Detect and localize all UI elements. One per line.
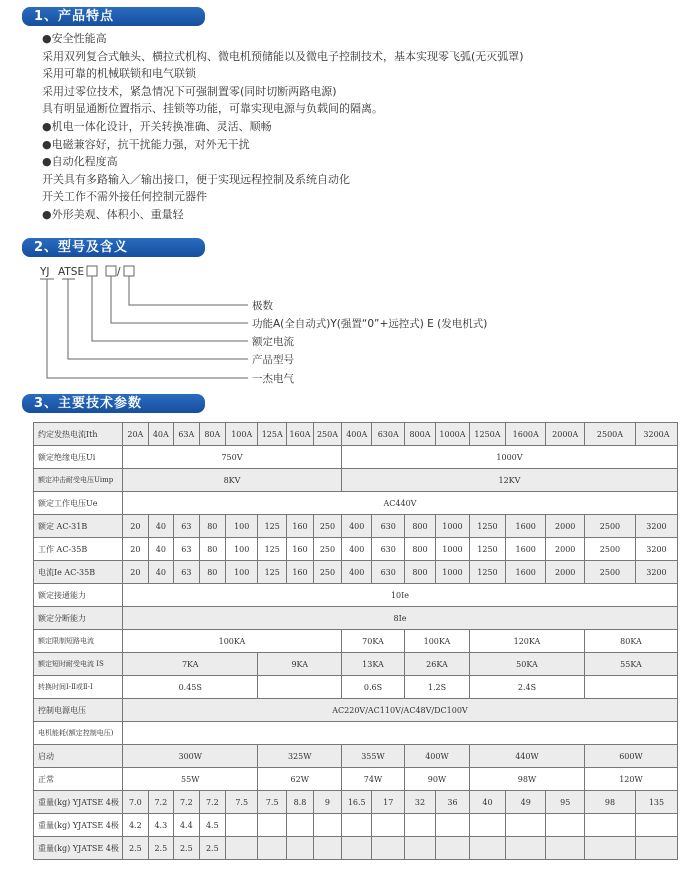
meaning-current: 额定电流 (252, 336, 294, 348)
table-row (34, 561, 678, 584)
table-cell: 1250 (469, 515, 505, 538)
table-cell: 7.2 (148, 791, 173, 814)
table-cell (258, 814, 287, 837)
table-cell: 40 (148, 538, 173, 561)
table-cell: 7.5 (225, 791, 258, 814)
row-label: 额定绝缘电压Ui (34, 446, 123, 469)
feature-line: 采用双列复合式触头、横拉式机构、微电机预储能以及微电子控制技术，基本实现零飞弧(无灭弧罩) (42, 49, 524, 63)
table-cell (225, 814, 258, 837)
table-cell: 2.5 (173, 837, 199, 860)
table-row (34, 607, 678, 630)
table-cell: 400 (341, 561, 372, 584)
code-box-current (87, 266, 97, 276)
table-cell: 7.2 (173, 791, 199, 814)
table-cell: 2000 (546, 515, 585, 538)
table-cell: 55KA (584, 653, 677, 676)
code-box-poles (124, 266, 134, 276)
table-cell: 63 (173, 515, 199, 538)
table-cell: 325W (258, 745, 342, 768)
table-cell: 80 (199, 561, 225, 584)
table-cell: 120KA (469, 630, 584, 653)
table-cell: 160 (286, 538, 313, 561)
table-cell: 400 (341, 515, 372, 538)
table-cell (225, 837, 258, 860)
table-cell: 160 (286, 561, 313, 584)
table-cell: 49 (505, 791, 546, 814)
table-cell: 7.5 (258, 791, 287, 814)
table-cell: 1000 (435, 561, 469, 584)
table-row (34, 653, 678, 676)
table-cell (313, 814, 341, 837)
table-cell: 250A (313, 423, 341, 446)
table-row (34, 492, 678, 515)
table-cell: 4.5 (199, 814, 225, 837)
table-cell: 40A (148, 423, 173, 446)
table-cell: 40 (148, 561, 173, 584)
table-row (34, 745, 678, 768)
feature-line: 具有明显通断位置指示、挂锁等功能，可靠实现电源与负载间的隔离。 (42, 102, 383, 116)
table-cell: 32 (404, 791, 435, 814)
table-cell: 13KA (341, 653, 404, 676)
table-cell: 630A (372, 423, 405, 446)
table-cell: 100KA (123, 630, 342, 653)
code-yj: YJ (40, 266, 50, 278)
section-title-specs: 3、主要技术参数 (22, 394, 205, 413)
table-cell: 20 (123, 515, 149, 538)
table-cell: 80A (199, 423, 225, 446)
features-list (42, 30, 524, 224)
table-row (34, 722, 678, 745)
table-cell: 1000 (435, 515, 469, 538)
meaning-brand: 一杰电气 (252, 373, 294, 385)
table-cell: 70KA (341, 630, 404, 653)
table-cell (635, 837, 677, 860)
table-cell: 250 (313, 515, 341, 538)
table-cell: 2.5 (148, 837, 173, 860)
table-cell (286, 814, 313, 837)
table-cell: 125 (258, 515, 287, 538)
section-title-features: 1、产品特点 (22, 7, 205, 26)
table-cell: 800 (404, 515, 435, 538)
table-cell: 125A (258, 423, 287, 446)
table-cell: 7.2 (199, 791, 225, 814)
table-cell (404, 837, 435, 860)
feature-line: ●安全性能高 (42, 32, 107, 45)
table-cell: 630 (372, 515, 405, 538)
code-slash: / (117, 266, 121, 278)
table-cell: 4.4 (173, 814, 199, 837)
table-cell: 2.4S (469, 676, 584, 699)
feature-line: ●电磁兼容好，抗干扰能力强，对外无干扰 (42, 137, 250, 151)
table-cell (546, 814, 585, 837)
table-cell: 1000A (435, 423, 469, 446)
feature-line: 采用过零位技术，紧急情况下可强制置零(同时切断两路电源) (42, 84, 337, 98)
code-box-function (106, 266, 116, 276)
table-cell (435, 814, 469, 837)
table-cell: 1000V (341, 446, 677, 469)
table-cell (584, 814, 635, 837)
table-cell: 2500 (584, 561, 635, 584)
table-cell (258, 837, 287, 860)
table-cell: 4.2 (123, 814, 149, 837)
table-cell: AC220V/AC110V/AC48V/DC100V (123, 699, 678, 722)
table-cell: 400W (404, 745, 469, 768)
table-cell: 1000 (435, 538, 469, 561)
table-cell (584, 676, 677, 699)
row-label: 额定分断能力 (34, 607, 123, 630)
table-cell: 800 (404, 538, 435, 561)
table-cell (469, 837, 505, 860)
table-cell: 1250 (469, 561, 505, 584)
table-cell: 800A (404, 423, 435, 446)
table-cell (341, 837, 372, 860)
row-label: 电机能耗(额定控制电压) (34, 722, 123, 745)
table-cell: 12KV (341, 469, 677, 492)
row-label: 重量(kg) YJATSE 4极 (34, 814, 123, 837)
table-cell: 2.5 (199, 837, 225, 860)
table-cell: 40 (469, 791, 505, 814)
table-cell: 62W (258, 768, 342, 791)
table-cell: 630 (372, 561, 405, 584)
table-cell: 1600A (505, 423, 546, 446)
table-cell: 100 (225, 561, 258, 584)
table-cell: 7KA (123, 653, 258, 676)
feature-line: ●机电一体化设计，开关转换准确、灵活、顺畅 (42, 119, 272, 133)
table-cell: 1250A (469, 423, 505, 446)
table-cell: 250 (313, 538, 341, 561)
table-cell: 1600 (505, 538, 546, 561)
table-cell: 50KA (469, 653, 584, 676)
table-cell: 2500 (584, 538, 635, 561)
table-cell: 160A (286, 423, 313, 446)
table-cell: 3200 (635, 561, 677, 584)
table-row (34, 584, 678, 607)
feature-line: ●外形美观、体积小、重量轻 (42, 207, 184, 221)
table-cell: 2.5 (123, 837, 149, 860)
table-cell (505, 814, 546, 837)
table-cell (635, 814, 677, 837)
row-label: 额定接通能力 (34, 584, 123, 607)
row-label: 启动 (34, 745, 123, 768)
table-cell: 74W (341, 768, 404, 791)
table-cell: 9KA (258, 653, 342, 676)
table-cell: 120W (584, 768, 677, 791)
table-cell: 20A (123, 423, 149, 446)
table-cell: 750V (123, 446, 342, 469)
table-cell: 95 (546, 791, 585, 814)
table-cell: 1600 (505, 515, 546, 538)
table-cell: 20 (123, 538, 149, 561)
table-cell: 36 (435, 791, 469, 814)
table-cell (341, 814, 372, 837)
row-label: 额定 AC-31B (34, 515, 123, 538)
table-row (34, 515, 678, 538)
table-cell: 80KA (584, 630, 677, 653)
table-row (34, 423, 678, 446)
table-cell (546, 837, 585, 860)
table-cell (286, 837, 313, 860)
feature-line: 开关具有多路输入／输出接口，便于实现远程控制及系统自动化 (42, 172, 350, 186)
table-cell: 40 (148, 515, 173, 538)
table-row (34, 630, 678, 653)
table-cell: 63 (173, 538, 199, 561)
table-row (34, 676, 678, 699)
table-cell: 2500A (584, 423, 635, 446)
table-cell: 100 (225, 538, 258, 561)
table-cell: 1.2S (404, 676, 469, 699)
table-cell: 1600 (505, 561, 546, 584)
table-cell (313, 837, 341, 860)
table-row (34, 791, 678, 814)
table-cell: 8KV (123, 469, 342, 492)
table-cell: 100 (225, 515, 258, 538)
table-cell: 80 (199, 515, 225, 538)
table-cell: 3200 (635, 538, 677, 561)
table-row (34, 446, 678, 469)
table-cell: 8.8 (286, 791, 313, 814)
feature-line: 采用可靠的机械联锁和电气联锁 (42, 67, 196, 81)
table-cell: 2000 (546, 561, 585, 584)
table-cell: 125 (258, 561, 287, 584)
table-cell: 63A (173, 423, 199, 446)
table-cell: 440W (469, 745, 584, 768)
table-cell: 100A (225, 423, 258, 446)
table-cell: AC440V (123, 492, 678, 515)
meaning-product-model: 产品型号 (252, 354, 294, 366)
table-row (34, 814, 678, 837)
table-cell: 3200 (635, 515, 677, 538)
table-cell: 10Ie (123, 584, 678, 607)
table-cell: 355W (341, 745, 404, 768)
table-cell: 63 (173, 561, 199, 584)
table-cell: 100KA (404, 630, 469, 653)
table-cell (123, 722, 678, 745)
row-label: 额定冲击耐受电压Uimp (34, 469, 123, 492)
table-cell: 55W (123, 768, 258, 791)
table-row (34, 469, 678, 492)
code-atse: ATSE (58, 266, 85, 278)
table-cell: 160 (286, 515, 313, 538)
table-cell: 4.3 (148, 814, 173, 837)
table-cell: 800 (404, 561, 435, 584)
meaning-poles: 极数 (252, 300, 273, 312)
row-label: 控制电源电压 (34, 699, 123, 722)
row-label: 重量(kg) YJATSE 4极 (34, 791, 123, 814)
table-cell: 0.6S (341, 676, 404, 699)
table-cell: 7.0 (123, 791, 149, 814)
table-cell: 2000 (546, 538, 585, 561)
table-cell (404, 814, 435, 837)
table-cell: 3200A (635, 423, 677, 446)
table-cell (435, 837, 469, 860)
row-label: 正常 (34, 768, 123, 791)
table-cell: 20 (123, 561, 149, 584)
table-cell: 8Ie (123, 607, 678, 630)
table-cell: 26KA (404, 653, 469, 676)
table-cell: 135 (635, 791, 677, 814)
table-row (34, 538, 678, 561)
table-cell: 90W (404, 768, 469, 791)
table-cell: 0.45S (123, 676, 258, 699)
table-cell (505, 837, 546, 860)
row-label: 重量(kg) YJATSE 4极 (34, 837, 123, 860)
table-cell (469, 814, 505, 837)
table-row (34, 837, 678, 860)
table-cell (258, 676, 342, 699)
feature-line: 开关工作不需外接任何控制元器件 (42, 190, 207, 204)
table-cell: 80 (199, 538, 225, 561)
table-cell: 2500 (584, 515, 635, 538)
table-cell: 630 (372, 538, 405, 561)
table-cell (372, 814, 405, 837)
table-cell: 125 (258, 538, 287, 561)
row-label: 工作 AC-35B (34, 538, 123, 561)
table-cell: 16.5 (341, 791, 372, 814)
meaning-function: 功能A(全自动式)Y(强置“0”+远控式) E (发电机式) (252, 318, 488, 330)
table-cell: 98W (469, 768, 584, 791)
table-cell: 600W (584, 745, 677, 768)
table-cell (372, 837, 405, 860)
table-row (34, 768, 678, 791)
table-cell: 9 (313, 791, 341, 814)
table-cell: 400A (341, 423, 372, 446)
table-cell: 300W (123, 745, 258, 768)
row-label: 额定限制短路电流 (34, 630, 123, 653)
spec-table (33, 422, 678, 860)
model-code-diagram (0, 258, 520, 388)
table-cell: 98 (584, 791, 635, 814)
row-label: 约定发热电流Ith (34, 423, 123, 446)
section-title-model: 2、型号及含义 (22, 238, 205, 257)
table-cell: 250 (313, 561, 341, 584)
table-cell: 17 (372, 791, 405, 814)
table-cell: 400 (341, 538, 372, 561)
row-label: 电流Ie AC-35B (34, 561, 123, 584)
row-label: 转换时间Ⅰ-Ⅱ或Ⅱ-Ⅰ (34, 676, 123, 699)
feature-line: ●自动化程度高 (42, 155, 118, 169)
table-cell: 1250 (469, 538, 505, 561)
row-label: 额定工作电压Ue (34, 492, 123, 515)
row-label: 额定短时耐受电流 IS (34, 653, 123, 676)
table-cell (584, 837, 635, 860)
table-cell: 2000A (546, 423, 585, 446)
table-row (34, 699, 678, 722)
